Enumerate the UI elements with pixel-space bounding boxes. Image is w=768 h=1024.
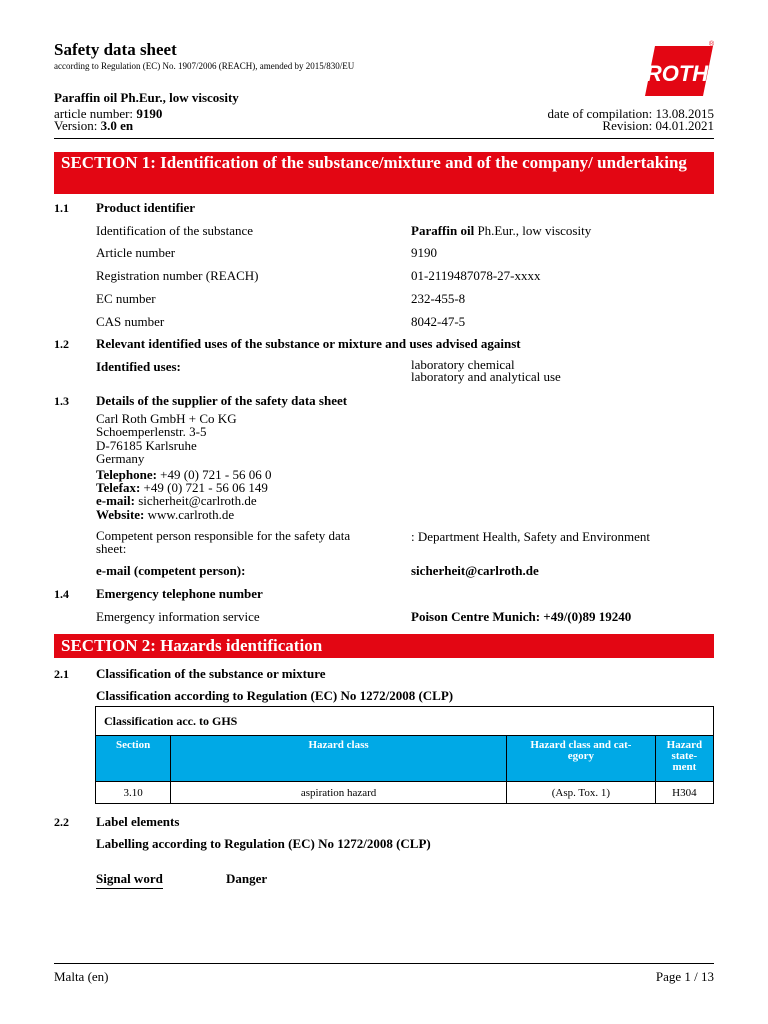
labelling-title: Labelling according to Regulation (EC) No 1272/2008 (CLP) (96, 836, 431, 851)
clp-classification-title: Classification according to Regulation (EC) No 1272/2008 (CLP) (96, 688, 454, 703)
email: e-mail: sicherheit@carlroth.de (96, 493, 257, 509)
cell-section: 3.10 (96, 782, 171, 804)
country: Germany (96, 451, 145, 467)
subsection-1-3-title: Details of the supplier of the safety data sheet (96, 393, 348, 408)
row-label-article: Article number (96, 245, 176, 260)
identified-uses-value: laboratory chemical laboratory and analytical use (411, 357, 561, 384)
column-header-section: Section (96, 736, 171, 782)
signal-word-label: Signal word (96, 871, 163, 889)
header-divider (54, 138, 714, 139)
cell-hazard-statement: H304 (655, 782, 713, 804)
subsection-1-1-number: 1.1 (54, 201, 69, 215)
row-label-identification: Identification of the substance (96, 223, 254, 238)
subsection-1-1-title: Product identifier (96, 200, 196, 215)
document-title: Safety data sheet (54, 40, 177, 59)
row-value-ec: 232-455-8 (411, 291, 466, 306)
subsection-1-3-number: 1.3 (54, 394, 69, 408)
emergency-value: Poison Centre Munich: +49/(0)89 19240 (411, 609, 632, 624)
regulation-subtitle: according to Regulation (EC) No. 1907/2006 (REACH), amended by 2015/830/EU (54, 61, 355, 71)
telephone: Telephone: +49 (0) 721 - 56 06 0 (96, 466, 272, 482)
registered-mark: ® (709, 41, 715, 48)
subsection-2-2-title: Label elements (96, 814, 180, 829)
compilation-date: date of compilation: 13.08.2015 (547, 106, 714, 121)
logo-text: ROTH (645, 61, 709, 86)
version: Version: 3.0 en (54, 118, 134, 133)
telefax: Telefax: +49 (0) 721 - 56 06 149 (96, 480, 268, 496)
street: Schoemperlenstr. 3-5 (96, 424, 207, 440)
cell-hazard-category: (Asp. Tox. 1) (507, 782, 656, 804)
subsection-1-4-number: 1.4 (54, 587, 69, 601)
competent-person-label: Competent person responsible for the safety data sheet: (96, 528, 351, 556)
row-label-cas: CAS number (96, 314, 165, 329)
footer-country: Malta (en) (54, 969, 109, 984)
row-value-cas: 8042-47-5 (411, 314, 466, 329)
column-header-hazard-category: Hazard class and cat- egory (507, 736, 656, 782)
identified-uses-label: Identified uses: (96, 359, 181, 374)
footer-divider (54, 963, 714, 964)
subsection-2-1-number: 2.1 (54, 667, 69, 681)
city: D-76185 Karlsruhe (96, 437, 197, 453)
roth-logo (641, 40, 713, 98)
website: Website: www.carlroth.de (96, 506, 235, 522)
subsection-1-2-title: Relevant identified uses of the substance or mixture and uses advised against (96, 336, 521, 351)
section-2-header: SECTION 2: Hazards identification (54, 634, 714, 658)
subsection-2-2-number: 2.2 (54, 815, 69, 829)
competent-email-label: e-mail (competent person): (96, 563, 246, 578)
cell-hazard-class: aspiration hazard (171, 782, 507, 804)
company-name: Carl Roth GmbH + Co KG (96, 411, 237, 426)
section-1-header: SECTION 1: Identification of the substance/mixture and of the company/ undertaking (54, 152, 714, 194)
revision-date: Revision: 04.01.2021 (602, 118, 714, 133)
product-name: Paraffin oil Ph.Eur., low viscosity (54, 90, 239, 105)
row-value-registration: 01-2119487078-27-xxxx (411, 268, 541, 283)
competent-email-value: sicherheit@carlroth.de (411, 563, 539, 578)
supplier-address (96, 412, 272, 521)
column-header-hazard-statement: Hazard state- ment (655, 736, 713, 782)
row-value-article: 9190 (411, 245, 437, 260)
row-label-registration: Registration number (REACH) (96, 268, 259, 283)
row-value-identification: Paraffin oil Ph.Eur., low viscosity (411, 223, 592, 238)
table-caption: Classification acc. to GHS (96, 707, 714, 736)
ghs-classification-table (95, 706, 714, 804)
article-number: article number: 9190 (54, 106, 163, 121)
subsection-2-1-title: Classification of the substance or mixture (96, 666, 326, 681)
subsection-1-4-title: Emergency telephone number (96, 586, 263, 601)
emergency-label: Emergency information service (96, 609, 260, 624)
row-label-ec: EC number (96, 291, 156, 306)
signal-word-value: Danger (226, 871, 268, 886)
competent-person-value: : Department Health, Safety and Environment (411, 529, 650, 544)
table-row (96, 782, 714, 804)
subsection-1-2-number: 1.2 (54, 337, 69, 351)
column-header-hazard-class: Hazard class (171, 736, 507, 782)
footer-page-number: Page 1 / 13 (655, 969, 714, 984)
